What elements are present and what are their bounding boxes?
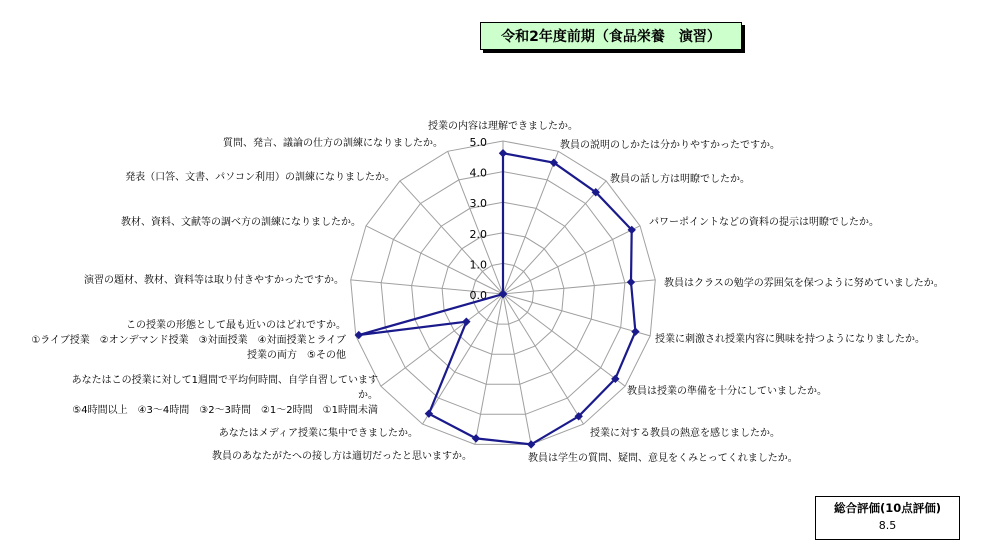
axis-label-10 [212,449,472,462]
axis-label-line: 授業の両方 ⑤その他 [247,350,346,361]
axis-label-6 [655,332,925,345]
axis-labels [31,119,943,464]
data-point-12 [462,317,470,325]
data-point-10 [472,434,480,442]
chart-title: 令和2年度前期（食品栄養 演習） [480,22,742,50]
axis-label-line: 授業の内容は理解できましたか。 [428,121,578,132]
axis-label-4 [649,215,879,228]
axis-label-line: ⑤4時間以上 ④3～4時間 ③2～3時間 ②1～2時間 ①1時間未満 [72,405,378,416]
axis-label-line: 質問、発言、議論の仕方の訓練になりましたか。 [223,138,443,149]
axis-label-line: 授業に刺激され授業内容に興味を持つようになりましたか。 [655,334,925,345]
axis-label-line: 教材、資料、文献等の調べ方の訓練になりましたか。 [121,217,361,228]
axis-label-line: 教員の説明のしかたは分かりやすかったですか。 [560,140,780,151]
axis-label-2 [560,138,780,151]
spoke-3 [503,181,606,294]
data-point-11 [425,409,433,417]
axis-label-line: あなたはメディア授業に集中できましたか。 [218,428,418,439]
spoke-16 [400,181,503,294]
data-point-5 [627,278,635,286]
radial-tick-label: 1.0 [469,258,487,272]
radial-tick-label: 0.0 [469,289,487,302]
axis-label-17 [223,136,443,149]
axis-label-16 [125,170,395,183]
axis-label-3 [610,172,750,185]
data-point-1 [499,149,507,157]
data-point-6 [631,327,639,335]
axis-label-line: 教員はクラスの勉学の雰囲気を保つように努めていましたか。 [664,278,944,289]
axis-label-8 [590,426,780,439]
axis-label-12 [72,373,378,416]
axis-label-line: 教員は学生の質問、疑問、意見をくみとってくれましたか。 [528,453,798,464]
radial-tick-label: 2.0 [469,227,487,241]
axis-label-line: 教員の話し方は明瞭でしたか。 [610,174,750,185]
axis-label-line: 教員のあなたがたへの接し方は適切だったと思いますか。 [212,451,472,462]
spoke-12 [381,294,503,386]
axis-label-7 [627,384,827,397]
axis-label-line: 発表（口答、文書、パソコン利用）の訓練になりましたか。 [125,172,395,183]
radial-tick-label: 5.0 [469,136,487,149]
axis-label-1 [428,119,578,132]
axis-label-line: 授業に対する教員の熱意を感じましたか。 [590,428,780,439]
axis-label-line: この授業の形態として最も近いのはどれですか。 [126,320,346,331]
axis-label-line: ①ライブ授業 ②オンデマンド授業 ③対面授業 ④対面授業とライブ [31,335,346,346]
axis-label-11 [219,426,418,439]
radial-tick-label: 3.0 [469,197,487,211]
radial-tick-label: 4.0 [469,166,487,180]
axis-label-line: パワーポイントなどの資料の提示は明瞭でしたか。 [649,217,879,228]
axis-label-13 [31,318,346,361]
overall-score-value: 8.5 [878,519,897,532]
axis-label-5 [664,276,944,289]
axis-label-line: か。 [358,390,378,401]
overall-score-box [815,496,960,540]
axis-label-14 [84,273,344,286]
axis-label-line: あなたはこの授業に対して1週間で平均何時間、自学自習しています [71,375,378,386]
spoke-4 [503,226,640,294]
axis-label-line: 演習の題材、教材、資料等は取り付きやすかったですか。 [84,275,344,286]
overall-score-label: 総合評価(10点評価) [833,501,941,515]
axis-label-line: 教員は授業の準備を十分にしていましたか。 [627,386,827,397]
spoke-7 [503,294,625,386]
axis-label-9 [528,451,798,464]
axis-label-15 [121,215,361,228]
